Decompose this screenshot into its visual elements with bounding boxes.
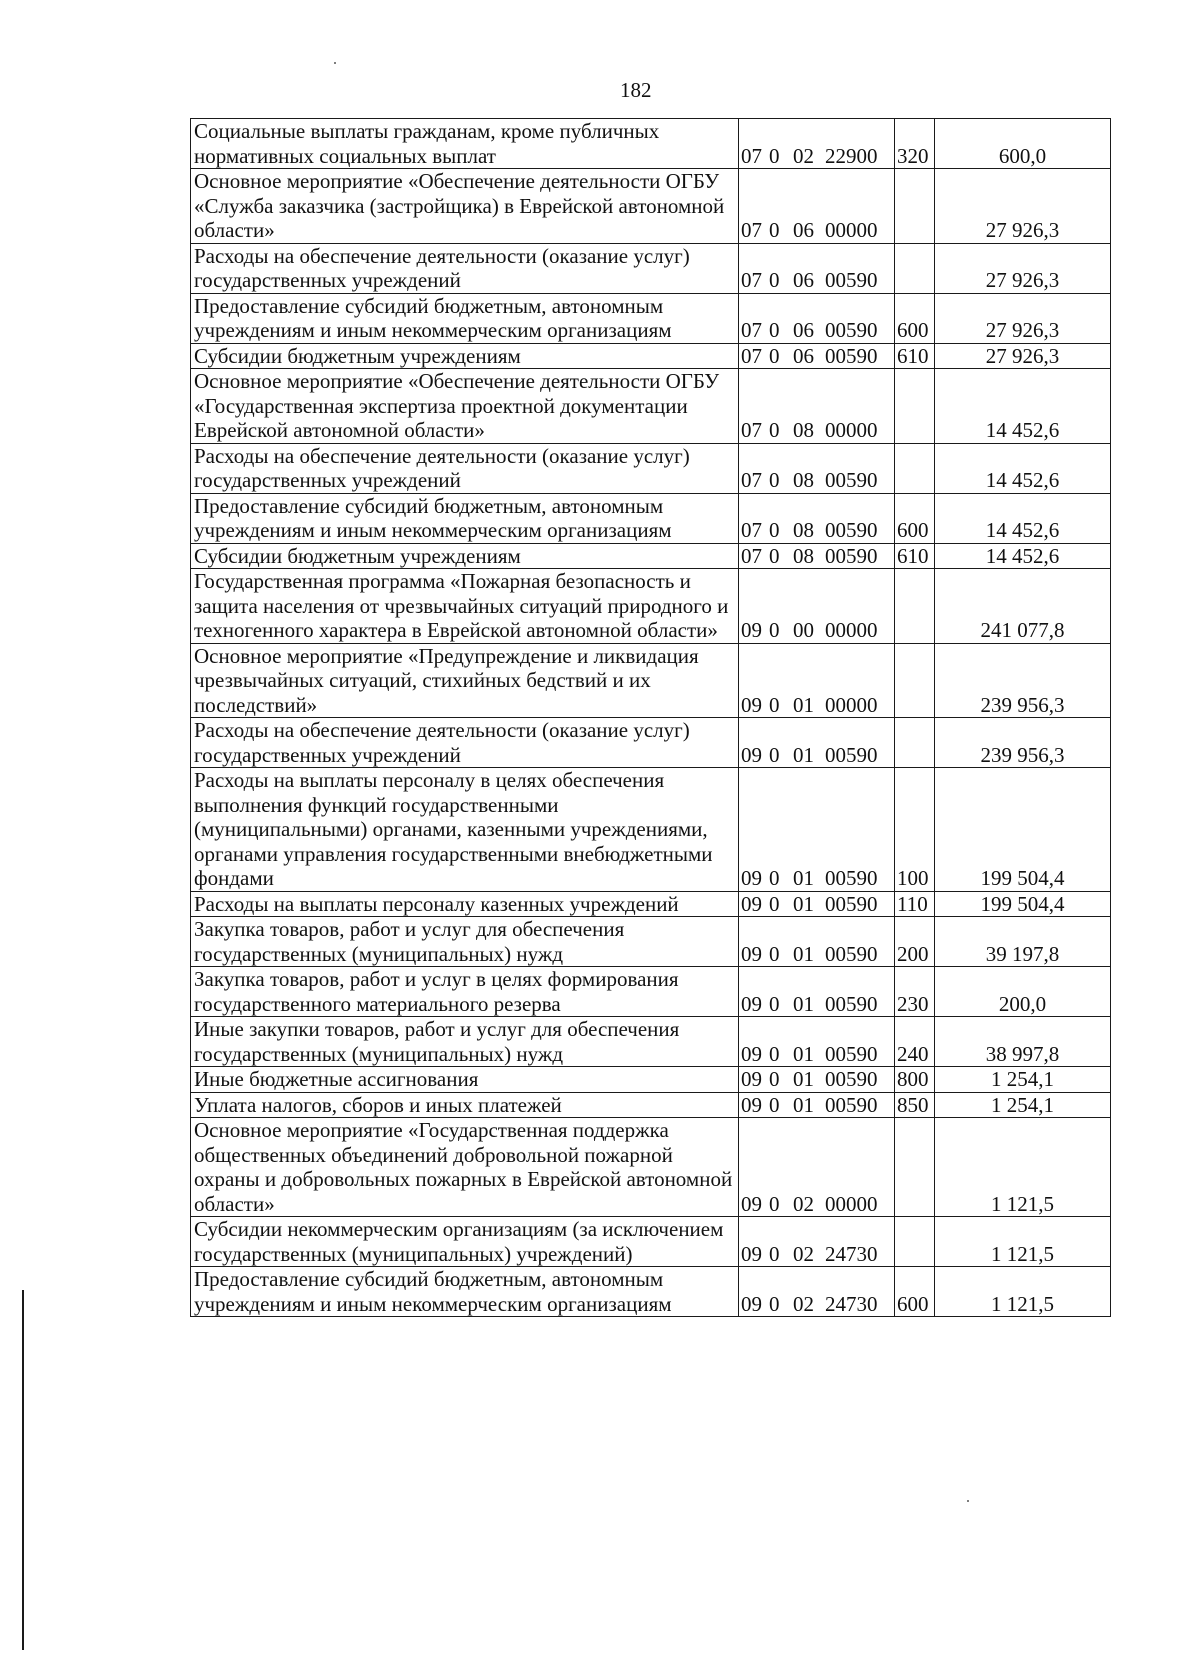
expense-name-cell: Расходы на выплаты персоналу в целях обеспечения выполнения функций государственными (муниципальными) органами, казенными учреждениями, органами управления государственными внебюджетными фондами bbox=[191, 768, 739, 892]
amount-cell: 239 956,3 bbox=[935, 643, 1111, 718]
expense-type-cell: 600 bbox=[895, 293, 935, 343]
expense-type-cell: 610 bbox=[895, 343, 935, 369]
expense-type-cell bbox=[895, 369, 935, 444]
code-segment: 0 bbox=[769, 468, 780, 492]
code-segment: 0 bbox=[769, 518, 780, 542]
table-row bbox=[191, 967, 1111, 1017]
code-segment: 0 bbox=[769, 1092, 780, 1117]
code-segment: 24730 bbox=[825, 1241, 878, 1266]
code-segment: 00000 bbox=[825, 418, 878, 442]
expense-name-cell: Социальные выплаты гражданам, кроме публичных нормативных социальных выплат bbox=[191, 119, 739, 169]
table-row bbox=[191, 119, 1111, 169]
table-row bbox=[191, 768, 1111, 892]
code-segment: 02 bbox=[793, 1241, 814, 1266]
code-segment: 01 bbox=[793, 1092, 814, 1117]
table-row bbox=[191, 369, 1111, 444]
code-segment: 0 bbox=[769, 991, 780, 1016]
expense-type-cell bbox=[895, 718, 935, 768]
table-row bbox=[191, 569, 1111, 644]
expense-type-cell bbox=[895, 243, 935, 293]
code-segment: 01 bbox=[793, 991, 814, 1016]
code-segment: 09 bbox=[741, 692, 762, 717]
table-row bbox=[191, 343, 1111, 369]
amount-cell: 200,0 bbox=[935, 967, 1111, 1017]
code-segment: 02 bbox=[793, 1191, 814, 1216]
code-segment: 00000 bbox=[825, 692, 878, 717]
code-segment: 0 bbox=[769, 343, 780, 368]
code-segment: 07 bbox=[741, 418, 762, 442]
expense-type-cell: 610 bbox=[895, 543, 935, 569]
expense-name-cell: Расходы на обеспечение деятельности (оказание услуг) государственных учреждений bbox=[191, 443, 739, 493]
expense-type-cell: 200 bbox=[895, 917, 935, 967]
amount-cell: 239 956,3 bbox=[935, 718, 1111, 768]
code-segment: 0 bbox=[769, 891, 780, 916]
target-article-code-cell bbox=[739, 967, 895, 1017]
table-row bbox=[191, 443, 1111, 493]
code-segment: 08 bbox=[793, 468, 814, 492]
code-segment: 02 bbox=[793, 143, 814, 168]
table-row bbox=[191, 1267, 1111, 1317]
target-article-code-cell bbox=[739, 119, 895, 169]
code-segment: 00590 bbox=[825, 1067, 878, 1091]
code-segment: 09 bbox=[741, 1067, 762, 1091]
expense-name-cell: Основное мероприятие «Государственная поддержка общественных объединений добровольной пожарной охраны и добровольных пожарных в Еврейской автономной области» bbox=[191, 1118, 739, 1217]
code-segment: 01 bbox=[793, 1067, 814, 1091]
page-number: 182 bbox=[620, 78, 652, 102]
target-article-code-cell bbox=[739, 1092, 895, 1118]
target-article-code-cell bbox=[739, 493, 895, 543]
code-segment: 07 bbox=[741, 343, 762, 368]
amount-cell: 199 504,4 bbox=[935, 891, 1111, 917]
table-row bbox=[191, 243, 1111, 293]
code-segment: 22900 bbox=[825, 143, 878, 168]
expense-name-cell: Предоставление субсидий бюджетным, автономным учреждениям и иным некоммерческим организациям bbox=[191, 293, 739, 343]
table-row bbox=[191, 1118, 1111, 1217]
code-segment: 00590 bbox=[825, 343, 878, 368]
code-segment: 00590 bbox=[825, 268, 878, 292]
code-segment: 00000 bbox=[825, 1191, 878, 1216]
code-segment: 0 bbox=[769, 742, 780, 767]
code-segment: 01 bbox=[793, 1041, 814, 1066]
code-segment: 0 bbox=[769, 318, 780, 342]
expense-name-cell: Государственная программа «Пожарная безопасность и защита населения от чрезвычайных ситуаций природного и техногенного характера в Еврейской автономной области» bbox=[191, 569, 739, 644]
code-segment: 00 bbox=[793, 618, 814, 642]
expense-type-cell bbox=[895, 569, 935, 644]
code-segment: 01 bbox=[793, 891, 814, 916]
expense-type-cell: 320 bbox=[895, 119, 935, 169]
code-segment: 06 bbox=[793, 343, 814, 368]
code-segment: 01 bbox=[793, 941, 814, 966]
code-segment: 0 bbox=[769, 618, 780, 642]
target-article-code-cell bbox=[739, 1017, 895, 1067]
code-segment: 09 bbox=[741, 618, 762, 642]
target-article-code-cell bbox=[739, 1217, 895, 1267]
code-segment: 09 bbox=[741, 866, 762, 890]
expense-type-cell bbox=[895, 443, 935, 493]
target-article-code-cell bbox=[739, 917, 895, 967]
code-segment: 01 bbox=[793, 742, 814, 767]
amount-cell: 27 926,3 bbox=[935, 343, 1111, 369]
code-segment: 07 bbox=[741, 318, 762, 342]
target-article-code-cell bbox=[739, 243, 895, 293]
amount-cell: 241 077,8 bbox=[935, 569, 1111, 644]
expense-name-cell: Основное мероприятие «Обеспечение деятельности ОГБУ «Государственная экспертиза проектной документации Еврейской автономной области» bbox=[191, 369, 739, 444]
code-segment: 07 bbox=[741, 468, 762, 492]
expense-type-cell: 800 bbox=[895, 1067, 935, 1093]
amount-cell: 38 997,8 bbox=[935, 1017, 1111, 1067]
amount-cell: 1 121,5 bbox=[935, 1217, 1111, 1267]
code-segment: 08 bbox=[793, 418, 814, 442]
code-segment: 0 bbox=[769, 543, 780, 568]
code-segment: 00590 bbox=[825, 891, 878, 916]
code-segment: 0 bbox=[769, 268, 780, 292]
expense-name-cell: Предоставление субсидий бюджетным, автономным учреждениям и иным некоммерческим организациям bbox=[191, 1267, 739, 1317]
code-segment: 06 bbox=[793, 268, 814, 292]
expense-name-cell: Основное мероприятие «Предупреждение и ликвидация чрезвычайных ситуаций, стихийных бедствий и их последствий» bbox=[191, 643, 739, 718]
expense-type-cell bbox=[895, 643, 935, 718]
expense-name-cell: Субсидии некоммерческим организациям (за исключением государственных (муниципальных) учреждений) bbox=[191, 1217, 739, 1267]
table-row bbox=[191, 891, 1111, 917]
expense-name-cell: Основное мероприятие «Обеспечение деятельности ОГБУ «Служба заказчика (застройщика) в Еврейской автономной области» bbox=[191, 169, 739, 244]
amount-cell: 27 926,3 bbox=[935, 169, 1111, 244]
table-row bbox=[191, 1017, 1111, 1067]
table-row bbox=[191, 1217, 1111, 1267]
expense-type-cell: 600 bbox=[895, 493, 935, 543]
target-article-code-cell bbox=[739, 1067, 895, 1093]
code-segment: 01 bbox=[793, 866, 814, 890]
code-segment: 00590 bbox=[825, 991, 878, 1016]
amount-cell: 27 926,3 bbox=[935, 243, 1111, 293]
code-segment: 0 bbox=[769, 218, 780, 242]
amount-cell: 1 121,5 bbox=[935, 1267, 1111, 1317]
code-segment: 00590 bbox=[825, 543, 878, 568]
scan-speck bbox=[967, 1500, 969, 1502]
code-segment: 00590 bbox=[825, 1092, 878, 1117]
expense-type-cell: 100 bbox=[895, 768, 935, 892]
code-segment: 07 bbox=[741, 543, 762, 568]
code-segment: 0 bbox=[769, 143, 780, 168]
table-row bbox=[191, 543, 1111, 569]
expense-name-cell: Субсидии бюджетным учреждениям bbox=[191, 543, 739, 569]
amount-cell: 14 452,6 bbox=[935, 493, 1111, 543]
code-segment: 01 bbox=[793, 692, 814, 717]
target-article-code-cell bbox=[739, 1267, 895, 1317]
scan-margin-line bbox=[22, 1290, 24, 1650]
table-row bbox=[191, 718, 1111, 768]
amount-cell: 1 254,1 bbox=[935, 1067, 1111, 1093]
table-body bbox=[191, 119, 1111, 1317]
expense-type-cell bbox=[895, 1118, 935, 1217]
code-segment: 0 bbox=[769, 1191, 780, 1216]
code-segment: 00590 bbox=[825, 866, 878, 890]
code-segment: 09 bbox=[741, 941, 762, 966]
code-segment: 24730 bbox=[825, 1291, 878, 1316]
expense-name-cell: Иные закупки товаров, работ и услуг для обеспечения государственных (муниципальных) нужд bbox=[191, 1017, 739, 1067]
code-segment: 0 bbox=[769, 866, 780, 890]
code-segment: 0 bbox=[769, 692, 780, 717]
code-segment: 07 bbox=[741, 268, 762, 292]
table-row bbox=[191, 917, 1111, 967]
code-segment: 06 bbox=[793, 318, 814, 342]
target-article-code-cell bbox=[739, 369, 895, 444]
code-segment: 09 bbox=[741, 891, 762, 916]
code-segment: 07 bbox=[741, 218, 762, 242]
budget-table bbox=[190, 118, 1111, 1317]
table-row bbox=[191, 493, 1111, 543]
expense-type-cell: 110 bbox=[895, 891, 935, 917]
code-segment: 06 bbox=[793, 218, 814, 242]
table-row bbox=[191, 293, 1111, 343]
expense-name-cell: Закупка товаров, работ и услуг для обеспечения государственных (муниципальных) нужд bbox=[191, 917, 739, 967]
amount-cell: 14 452,6 bbox=[935, 443, 1111, 493]
code-segment: 00590 bbox=[825, 742, 878, 767]
amount-cell: 27 926,3 bbox=[935, 293, 1111, 343]
table-row bbox=[191, 643, 1111, 718]
expense-name-cell: Расходы на обеспечение деятельности (оказание услуг) государственных учреждений bbox=[191, 243, 739, 293]
expense-name-cell: Субсидии бюджетным учреждениям bbox=[191, 343, 739, 369]
code-segment: 07 bbox=[741, 518, 762, 542]
code-segment: 00590 bbox=[825, 518, 878, 542]
amount-cell: 199 504,4 bbox=[935, 768, 1111, 892]
target-article-code-cell bbox=[739, 1118, 895, 1217]
target-article-code-cell bbox=[739, 293, 895, 343]
table-row bbox=[191, 1092, 1111, 1118]
code-segment: 09 bbox=[741, 1191, 762, 1216]
target-article-code-cell bbox=[739, 343, 895, 369]
expense-type-cell: 850 bbox=[895, 1092, 935, 1118]
amount-cell: 600,0 bbox=[935, 119, 1111, 169]
expense-name-cell: Иные бюджетные ассигнования bbox=[191, 1067, 739, 1093]
code-segment: 09 bbox=[741, 1092, 762, 1117]
code-segment: 0 bbox=[769, 1067, 780, 1091]
amount-cell: 1 254,1 bbox=[935, 1092, 1111, 1118]
target-article-code-cell bbox=[739, 768, 895, 892]
code-segment: 0 bbox=[769, 941, 780, 966]
code-segment: 02 bbox=[793, 1291, 814, 1316]
expense-name-cell: Расходы на выплаты персоналу казенных учреждений bbox=[191, 891, 739, 917]
target-article-code-cell bbox=[739, 443, 895, 493]
target-article-code-cell bbox=[739, 643, 895, 718]
amount-cell: 14 452,6 bbox=[935, 543, 1111, 569]
expense-type-cell bbox=[895, 1217, 935, 1267]
expense-type-cell: 230 bbox=[895, 967, 935, 1017]
code-segment: 0 bbox=[769, 1041, 780, 1066]
code-segment: 00590 bbox=[825, 941, 878, 966]
code-segment: 09 bbox=[741, 1241, 762, 1266]
code-segment: 00590 bbox=[825, 468, 878, 492]
amount-cell: 14 452,6 bbox=[935, 369, 1111, 444]
code-segment: 0 bbox=[769, 1291, 780, 1316]
code-segment: 00590 bbox=[825, 1041, 878, 1066]
expense-name-cell: Предоставление субсидий бюджетным, автономным учреждениям и иным некоммерческим организациям bbox=[191, 493, 739, 543]
target-article-code-cell bbox=[739, 718, 895, 768]
code-segment: 00000 bbox=[825, 218, 878, 242]
code-segment: 07 bbox=[741, 143, 762, 168]
table-row bbox=[191, 169, 1111, 244]
expense-name-cell: Расходы на обеспечение деятельности (оказание услуг) государственных учреждений bbox=[191, 718, 739, 768]
expense-name-cell: Уплата налогов, сборов и иных платежей bbox=[191, 1092, 739, 1118]
code-segment: 00000 bbox=[825, 618, 878, 642]
code-segment: 08 bbox=[793, 518, 814, 542]
target-article-code-cell bbox=[739, 543, 895, 569]
target-article-code-cell bbox=[739, 891, 895, 917]
code-segment: 09 bbox=[741, 1041, 762, 1066]
code-segment: 0 bbox=[769, 418, 780, 442]
target-article-code-cell bbox=[739, 169, 895, 244]
expense-type-cell bbox=[895, 169, 935, 244]
code-segment: 0 bbox=[769, 1241, 780, 1266]
code-segment: 09 bbox=[741, 1291, 762, 1316]
scan-speck bbox=[334, 62, 336, 64]
code-segment: 00590 bbox=[825, 318, 878, 342]
table-row bbox=[191, 1067, 1111, 1093]
expense-type-cell: 240 bbox=[895, 1017, 935, 1067]
amount-cell: 1 121,5 bbox=[935, 1118, 1111, 1217]
code-segment: 09 bbox=[741, 991, 762, 1016]
expense-type-cell: 600 bbox=[895, 1267, 935, 1317]
target-article-code-cell bbox=[739, 569, 895, 644]
expense-name-cell: Закупка товаров, работ и услуг в целях формирования государственного материального резерва bbox=[191, 967, 739, 1017]
amount-cell: 39 197,8 bbox=[935, 917, 1111, 967]
code-segment: 08 bbox=[793, 543, 814, 568]
code-segment: 09 bbox=[741, 742, 762, 767]
